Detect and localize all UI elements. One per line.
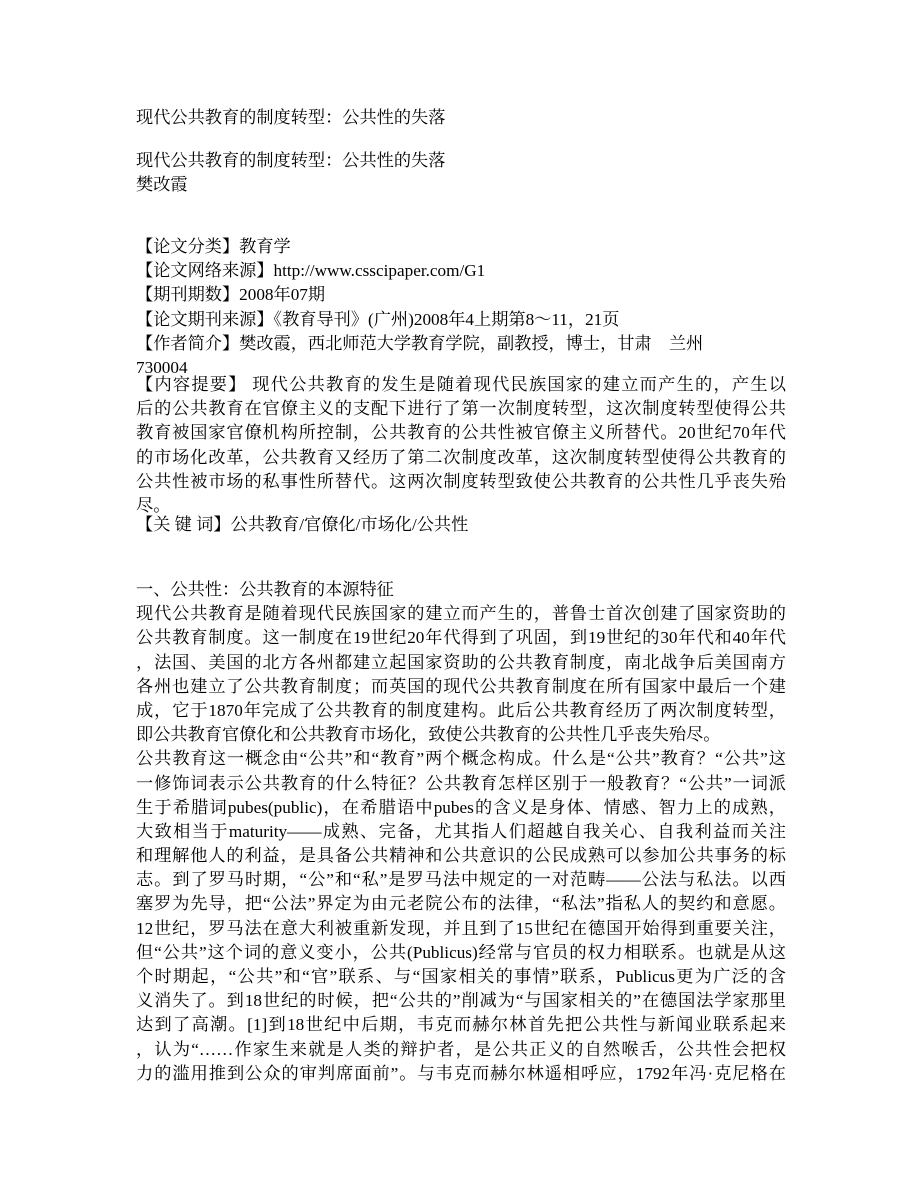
keywords: 【关 键 词】公共教育/官僚化/市场化/公共性 <box>136 515 469 534</box>
body-line: 达到了高潮。[1]到18世纪中后期，韦克而赫尔林首先把公共性与新闻业联系起来 <box>136 1015 786 1035</box>
body-line: ，法国、美国的北方各州都建立起国家资助的公共教育制度，南北战争后美国南方 <box>136 652 786 672</box>
meta-author-bio-zip: 730004 <box>136 357 188 377</box>
body-line: 12世纪，罗马法在意大利被重新发现，并且到了15世纪在德国开始得到重要关注， <box>136 918 786 938</box>
abstract-line: 公共性被市场的私事性所替代。这两次制度转型致使公共教育的公共性几乎丧失殆 <box>136 471 786 491</box>
body-line: 即公共教育官僚化和公共教育市场化，致使公共教育的公共性几乎丧失殆尽。 <box>136 725 721 745</box>
article-author: 樊改霞 <box>136 175 188 195</box>
body-line: 公共教育这一概念由“公共”和“教育”两个概念构成。什么是“公共”教育？“公共”这 <box>136 749 786 769</box>
body-line: 生于希腊词pubes(public)，在希腊语中pubes的含义是身体、情感、智力上的成熟， <box>136 797 786 817</box>
meta-journal-source: 【论文期刊来源】《教育导刊》(广州)2008年4上期第8～11，21页 <box>136 309 620 329</box>
body-line: 现代公共教育是随着现代民族国家的建立而产生的，普鲁士首次创建了国家资助的 <box>136 604 786 624</box>
abstract-line: 尽。 <box>136 495 171 515</box>
abstract-line: 的市场化改革，公共教育又经历了第二次制度改革，这次制度转型使得公共教育的 <box>136 447 786 467</box>
meta-source-url: 【论文网络来源】http://www.csscipaper.com/G1 <box>136 261 486 281</box>
body-line: 一修饰词表示公共教育的什么特征？公共教育怎样区别于一般教育？“公共”一词派 <box>136 773 786 793</box>
meta-author-bio: 【作者简介】樊改霞，西北师范大学教育学院，副教授，博士，甘肃 兰州 <box>136 333 704 353</box>
abstract-line: 后的公共教育在官僚主义的支配下进行了第一次制度转型，这次制度转型使得公共 <box>136 399 786 419</box>
body-line: 公共教育制度。这一制度在19世纪20年代得到了巩固，到19世纪的30年代和40年代 <box>136 628 786 648</box>
body-line: ，认为“……作家生来就是人类的辩护者，是公共正义的自然喉舌，公共性会把权 <box>136 1039 786 1059</box>
body-line: 志。到了罗马时期，“公”和“私”是罗马法中规定的一对范畴——公法与私法。以西 <box>136 870 786 890</box>
abstract-line: 【内容提要】 现代公共教育的发生是随着现代民族国家的建立而产生的，产生以 <box>136 375 786 394</box>
body-line: 大致相当于maturity——成熟、完备，尤其指人们超越自我关心、自我利益而关注 <box>136 821 786 841</box>
article-metadata <box>136 235 703 380</box>
section-1 <box>136 578 786 1086</box>
body-line: 各州也建立了公共教育制度；而英国的现代公共教育制度在所有国家中最后一个建 <box>136 676 786 696</box>
document-title: 现代公共教育的制度转型：公共性的失落 <box>136 108 446 127</box>
abstract-line: 教育被国家官僚机构所控制，公共教育的公共性被官僚主义所替代。20世纪70年代 <box>136 423 786 443</box>
meta-category: 【论文分类】教育学 <box>136 237 291 256</box>
meta-issue: 【期刊期数】2008年07期 <box>136 285 326 305</box>
body-line: 和理解他人的利益，是具备公共精神和公共意识的公民成熟可以参加公共事务的标 <box>136 846 786 866</box>
body-line: 成，它于1870年完成了公共教育的制度建构。此后公共教育经历了两次制度转型， <box>136 700 786 720</box>
body-line: 力的滥用推到公众的审判席面前”。与韦克而赫尔林遥相呼应，1792年冯·克尼格在 <box>136 1063 786 1083</box>
body-line: 个时期起，“公共”和“官”联系、与“国家相关的事情”联系，Publicus更为广泛的含 <box>136 967 786 986</box>
article-title: 现代公共教育的制度转型：公共性的失落 <box>136 151 446 170</box>
section-heading: 一、公共性：公共教育的本源特征 <box>136 580 394 599</box>
article-header <box>136 149 445 197</box>
body-line: 但“公共”这个词的意义变小，公共(Publicus)经常与官员的权力相联系。也就是从这 <box>136 942 786 962</box>
abstract <box>136 373 786 518</box>
body-line: 义消失了。到18世纪的时候，把“公共的”削减为“与国家相关的”在德国法学家那里 <box>136 991 786 1011</box>
body-line: 塞罗为先导，把“公法”界定为由元老院公布的法律，“私法”指私人的契约和意愿。 <box>136 894 786 914</box>
